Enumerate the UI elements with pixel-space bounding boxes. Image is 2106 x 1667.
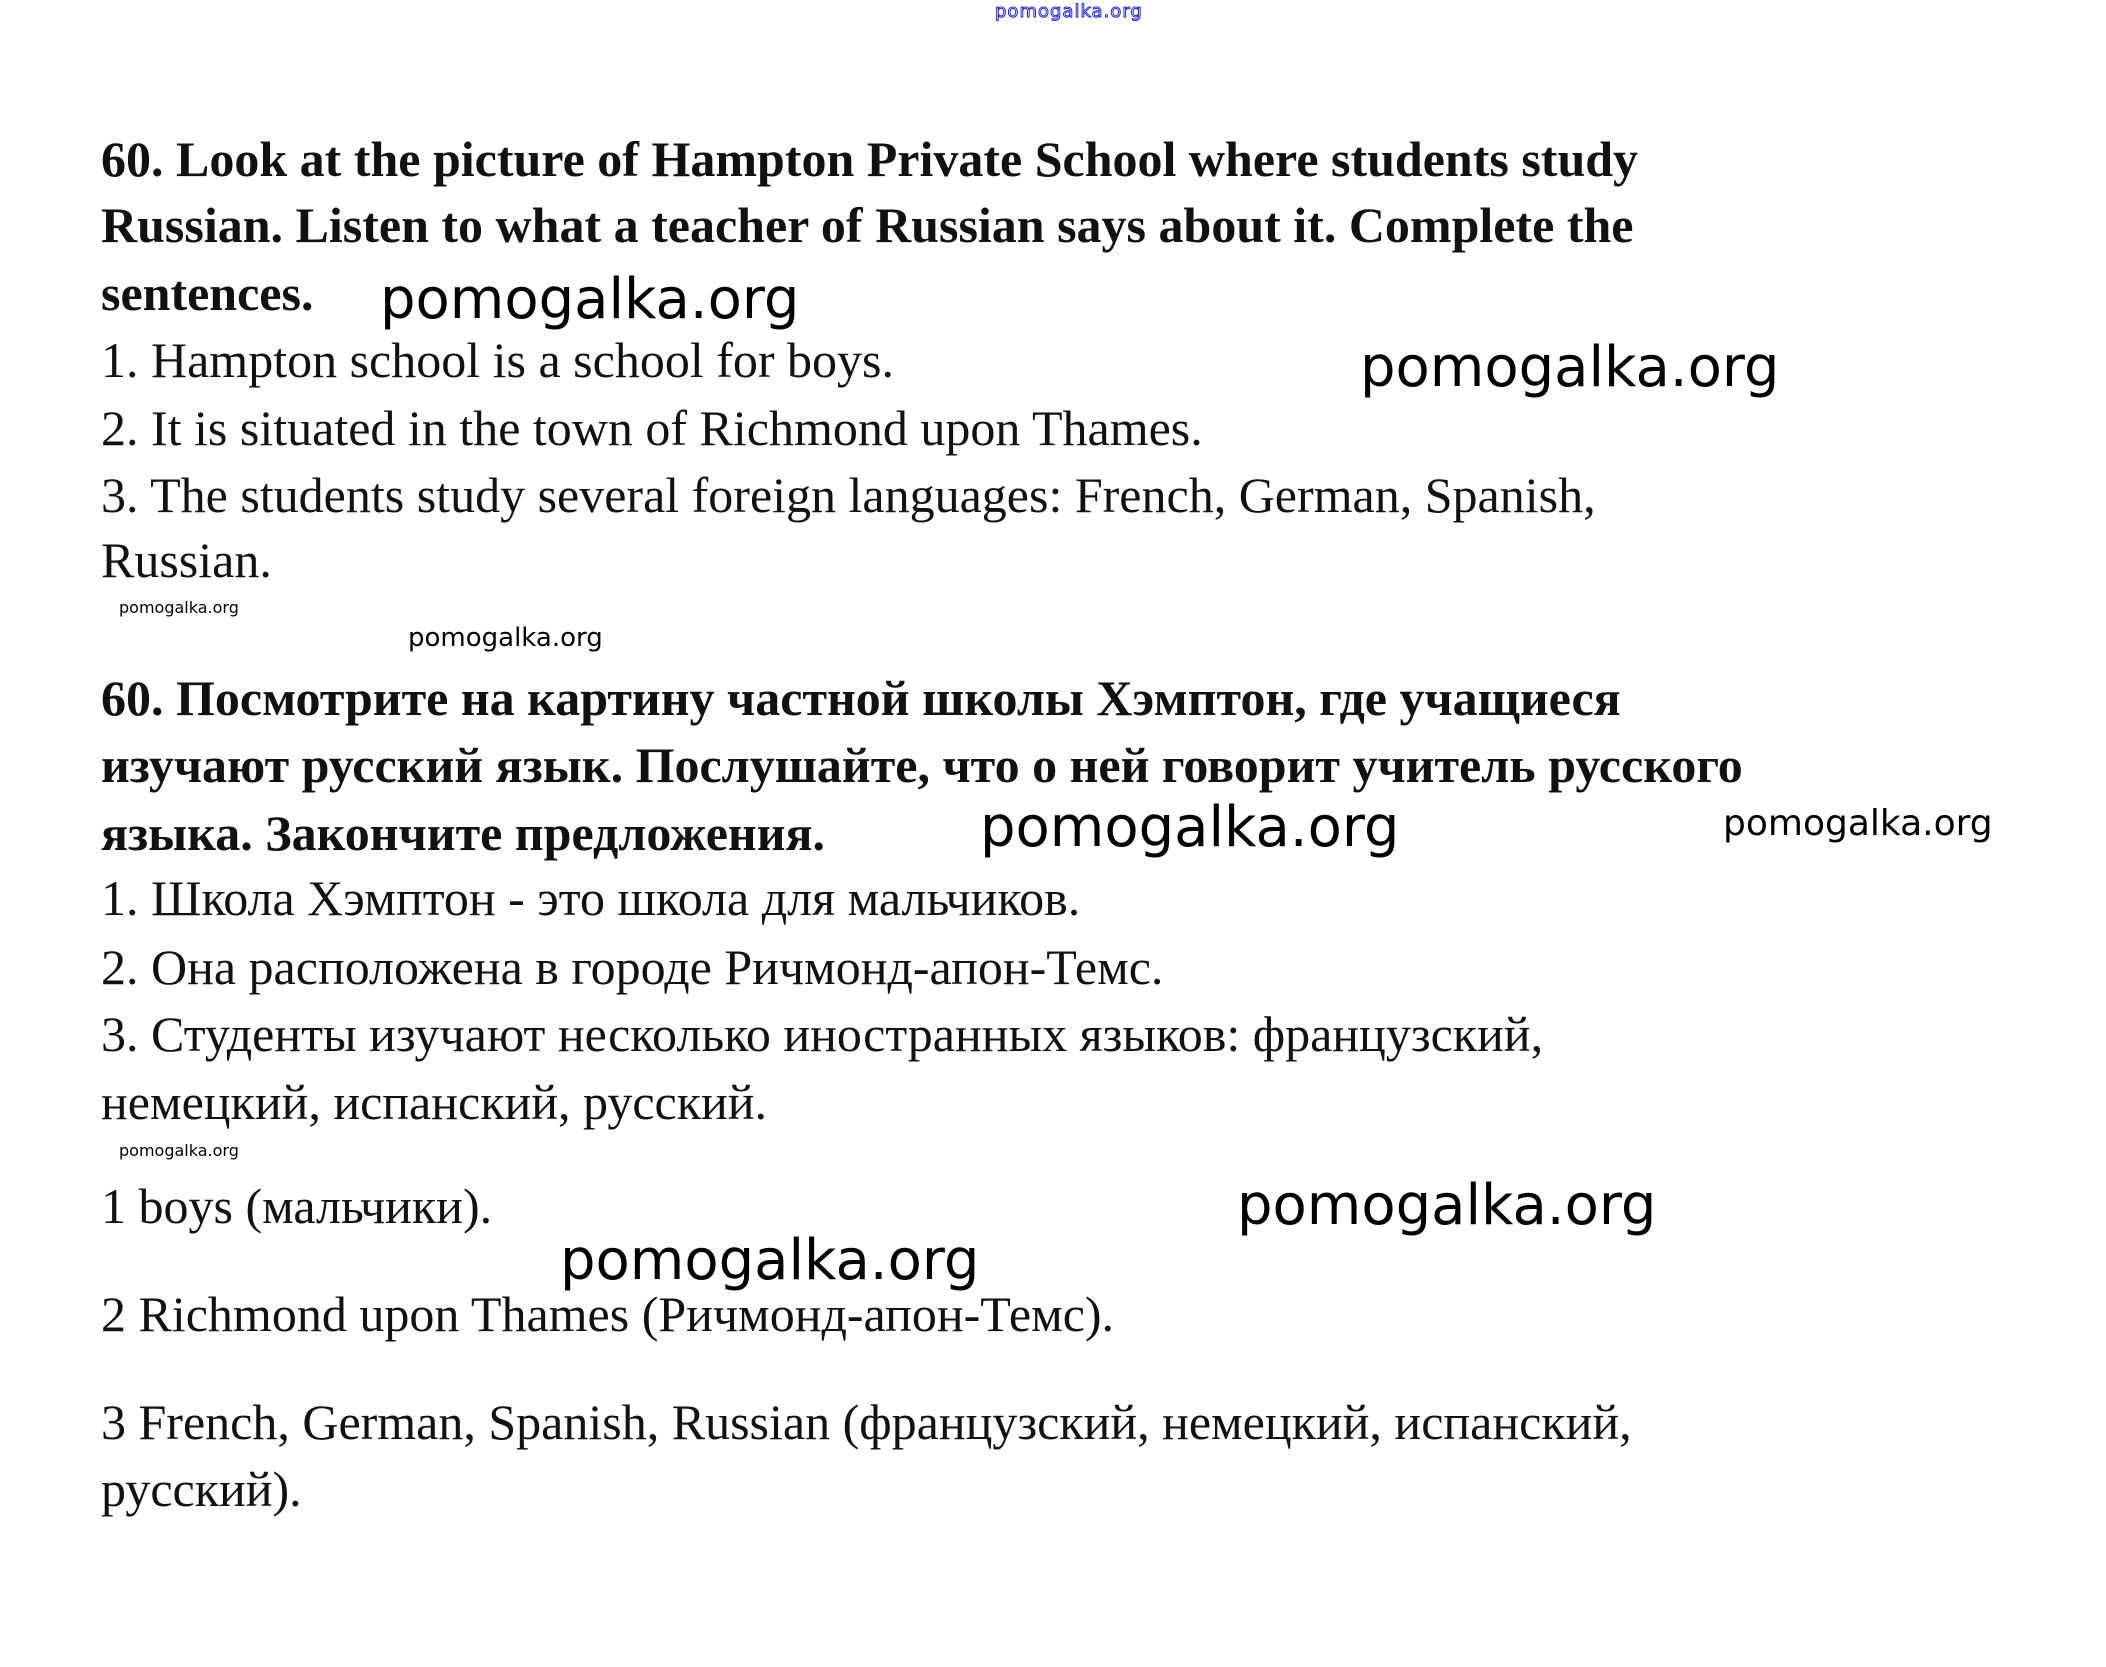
- watermark: pomogalka.org: [1360, 335, 1780, 400]
- watermark: pomogalka.org: [119, 1141, 239, 1160]
- english-item: Russian.: [101, 532, 272, 588]
- english-heading-line: sentences.: [101, 265, 314, 321]
- english-item: 2. It is situated in the town of Richmond upon Thames.: [101, 400, 1203, 456]
- russian-item: 3. Студенты изучают несколько иностранных языков: французский,: [101, 1006, 1544, 1062]
- answer-item: русский).: [101, 1461, 302, 1517]
- russian-item: 1. Школа Хэмптон - это школа для мальчиков.: [101, 870, 1081, 926]
- watermark: pomogalka.org: [1723, 803, 1993, 844]
- russian-heading-line: языка. Закончите предложения.: [101, 805, 826, 861]
- russian-item: 2. Она расположена в городе Ричмонд-апон-Темс.: [101, 939, 1164, 995]
- watermark: pomogalka.org: [980, 795, 1400, 860]
- answer-item: 2 Richmond upon Thames (Ричмонд-апон-Темс).: [101, 1286, 1115, 1342]
- answer-item: 1 boys (мальчики).: [101, 1178, 493, 1234]
- answer-item: 3 French, German, Spanish, Russian (французский, немецкий, испанский,: [101, 1394, 1632, 1450]
- russian-heading-line: 60. Посмотрите на картину частной школы Хэмптон, где учащиеся: [101, 670, 1621, 726]
- russian-heading-line: изучают русский язык. Послушайте, что о ней говорит учитель русского: [101, 737, 1743, 793]
- russian-item: немецкий, испанский, русский.: [101, 1074, 768, 1130]
- watermark: pomogalka.org: [119, 598, 239, 617]
- watermark: pomogalka.org: [560, 1228, 980, 1293]
- watermark: pomogalka.org: [1237, 1173, 1657, 1238]
- watermark: pomogalka.org: [380, 267, 800, 332]
- english-item: 1. Hampton school is a school for boys.: [101, 332, 894, 388]
- top-watermark: pomogalka.org: [995, 1, 1143, 22]
- watermark: pomogalka.org: [408, 623, 603, 653]
- english-heading-line: Russian. Listen to what a teacher of Russian says about it. Complete the: [101, 197, 1634, 253]
- english-heading-line: 60. Look at the picture of Hampton Private School where students study: [101, 131, 1639, 187]
- english-item: 3. The students study several foreign languages: French, German, Spanish,: [101, 467, 1596, 523]
